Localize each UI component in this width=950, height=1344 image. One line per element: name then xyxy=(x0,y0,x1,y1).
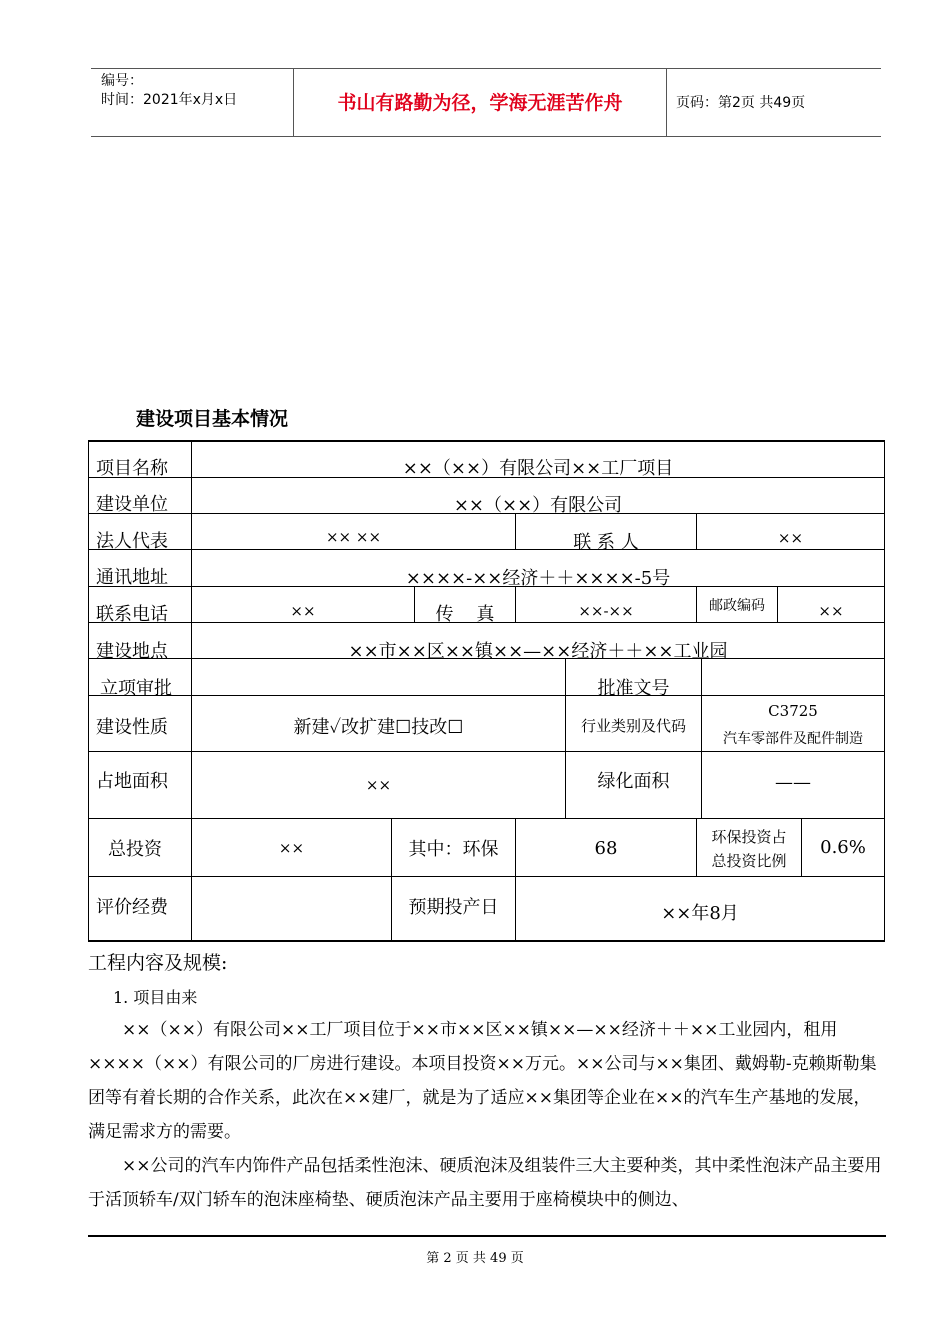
item-heading: 1. 项目由来 xyxy=(113,988,198,1007)
label-project-name: 项目名称 xyxy=(96,458,168,479)
project-info-table xyxy=(88,440,885,942)
table-border xyxy=(88,940,885,942)
label-postal-code: 邮政编码 xyxy=(709,598,765,614)
row-line xyxy=(88,751,885,752)
value-postal-code: ×× xyxy=(818,602,844,620)
table-border xyxy=(884,440,885,942)
label-fax: 传 真 xyxy=(435,604,495,625)
value-env-investment: 68 xyxy=(594,838,618,859)
row-line xyxy=(88,695,885,696)
value-nature: 新建✓改扩建☐技改☐ xyxy=(293,717,464,738)
label-green-area: 绿化面积 xyxy=(597,771,670,792)
label-land-area: 占地面积 xyxy=(96,771,168,792)
label-site: 建设地点 xyxy=(96,641,168,662)
label-approval: 立项审批 xyxy=(100,678,172,699)
value-legal-rep: ×× ×× xyxy=(325,528,382,546)
value-total-investment: ×× xyxy=(278,839,305,857)
label-nature: 建设性质 xyxy=(96,717,168,738)
header-meta xyxy=(101,72,237,110)
section-title: 建设项目基本情况 xyxy=(136,408,289,430)
paragraph: ××公司的汽车内饰件产品包括柔性泡沫、硬质泡沫及组装件三大主要种类，其中柔性泡沫产品主要用于活顶轿车/双门轿车的泡沫座椅垫、硬质泡沫产品主要用于座椅模块中的侧边、 xyxy=(88,1156,882,1210)
header-time: 时间：2021年x月x日 xyxy=(101,92,238,108)
label-env-ratio-1: 环保投资占 xyxy=(711,828,787,846)
value-env-ratio: 0.6% xyxy=(820,837,866,858)
label-industry: 行业类别及代码 xyxy=(580,717,686,735)
label-approval-no: 批准文号 xyxy=(597,678,670,699)
value-project-name: ××（××）有限公司××工厂项目 xyxy=(402,458,674,479)
value-industry-code: C3725 xyxy=(768,702,818,720)
value-phone: ×× xyxy=(290,602,316,620)
value-production-date: ××年8月 xyxy=(661,903,739,924)
label-env-investment: 其中：环保 xyxy=(408,839,499,860)
value-green-area: —— xyxy=(775,772,811,793)
row-line xyxy=(88,549,885,550)
footer-rule xyxy=(88,1235,886,1237)
value-construction-unit: ××（××）有限公司 xyxy=(453,495,623,516)
value-land-area: ×× xyxy=(365,776,392,794)
table-border xyxy=(88,440,885,442)
label-address: 通讯地址 xyxy=(96,567,168,588)
label-legal-rep: 法人代表 xyxy=(96,531,168,552)
header-number: 编号： xyxy=(101,73,143,89)
header-top-rule xyxy=(91,68,881,69)
label-env-ratio-2: 总投资比例 xyxy=(711,852,787,870)
row-line xyxy=(88,818,885,819)
content-subhead: 工程内容及规模: xyxy=(88,952,228,974)
value-contact: ×× xyxy=(777,529,804,547)
footer-page-number: 第 2 页 共 49 页 xyxy=(426,1251,524,1266)
label-total-investment: 总投资 xyxy=(108,839,162,860)
value-site: ××市××区××镇××—××经济＋＋××工业园 xyxy=(348,641,728,662)
row-line xyxy=(88,876,885,877)
label-eval-fee: 评价经费 xyxy=(96,897,168,918)
value-address: ××××-××经济＋＋××××-5号 xyxy=(405,568,671,589)
header-divider xyxy=(666,69,667,136)
value-industry-desc: 汽车零部件及配件制造 xyxy=(723,731,863,747)
label-contact: 联 系 人 xyxy=(573,532,639,553)
label-production-date: 预期投产日 xyxy=(408,897,499,918)
label-phone: 联系电话 xyxy=(96,604,168,625)
header-motto: 书山有路勤为径，学海无涯苦作舟 xyxy=(337,92,623,114)
label-construction-unit: 建设单位 xyxy=(96,494,168,515)
table-border xyxy=(88,440,89,942)
paragraph: ××（××）有限公司××工厂项目位于××市××区××镇××—××经济＋＋××工业园内，租用××××（××）有限公司的厂房进行建设。本项目投资××万元。××公司与××集团、戴姆勒-克赖斯勒集团等有着长期的合作关系，此次在××建厂，就是为了适应××集团等企业在××的汽车生产基地的发展，满足需求方的需要。 xyxy=(88,1020,877,1142)
value-fax: ××-×× xyxy=(578,602,634,620)
header-page-number: 页码：第2页 共49页 xyxy=(676,95,806,111)
header-bottom-rule xyxy=(91,136,881,137)
